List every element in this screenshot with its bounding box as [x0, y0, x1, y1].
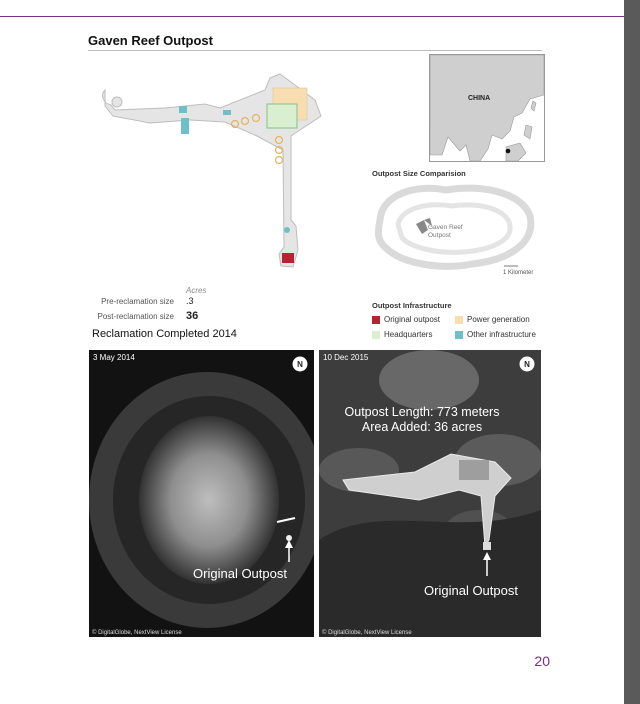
post-reclamation-value: 36	[186, 310, 199, 322]
photo-date-2015: 10 Dec 2015	[323, 353, 369, 362]
legend-swatch	[372, 331, 380, 339]
legend-label: Power generation	[467, 315, 530, 324]
legend-label: Headquarters	[384, 330, 433, 339]
pre-reclamation-value: .3	[186, 296, 194, 306]
other-infrastructure-tank	[284, 227, 290, 233]
locator-map	[429, 54, 545, 162]
reef-flat	[139, 416, 279, 584]
satellite-photo-2015	[319, 350, 541, 637]
original-outpost	[282, 253, 294, 263]
original-outpost-annotation-2014: Original Outpost	[193, 566, 287, 581]
other-infrastructure-3	[223, 110, 231, 115]
area-added-label: Area Added: 36 acres	[361, 420, 483, 434]
pre-reclamation-label: Pre-reclamation size	[101, 297, 174, 306]
reef-edge	[319, 510, 541, 637]
reef-imagery-2014	[89, 350, 314, 637]
legend-item-other-infrastructure	[455, 330, 536, 339]
title-divider	[88, 50, 542, 51]
outpost-islet	[112, 97, 122, 107]
reclamation-completed: Reclamation Completed 2014	[92, 328, 237, 340]
legend-title: Outpost Infrastructure	[372, 301, 452, 310]
original-outpost-annotation-2015: Original Outpost	[424, 583, 518, 598]
legend-item-original-outpost	[372, 315, 440, 324]
svg-text:N: N	[297, 360, 303, 369]
legend-swatch	[455, 331, 463, 339]
cloud	[379, 350, 479, 410]
svg-text:N: N	[524, 360, 530, 369]
legend-label: Other infrastructure	[467, 330, 536, 339]
photo-credit-2015: © DigitalGlobe, NextView License	[322, 630, 412, 636]
gaven-reef-location-dot	[506, 149, 511, 154]
outpost-length-label: Outpost Length: 773 meters	[344, 405, 500, 419]
scale-label: 1 Kilometer	[503, 270, 534, 276]
outpost-plan-map	[95, 70, 335, 275]
north-arrow-icon	[292, 356, 308, 372]
island-buildings	[459, 460, 489, 480]
photo-date-2014: 3 May 2014	[93, 353, 135, 362]
legend-swatch	[455, 316, 463, 324]
other-infrastructure-2	[181, 118, 189, 134]
page-title: Gaven Reef Outpost	[88, 33, 213, 48]
north-arrow-icon	[519, 356, 535, 372]
size-comparison-title: Outpost Size Comparision	[372, 169, 466, 178]
page-number: 20	[534, 653, 550, 669]
gaven-reef-label-line1: Gaven Reef	[428, 224, 463, 231]
legend-label: Original outpost	[384, 315, 441, 324]
legend-swatch	[372, 316, 380, 324]
other-infrastructure-1	[179, 106, 187, 113]
satellite-photo-2014	[89, 350, 314, 637]
post-reclamation-label: Post-reclamation size	[97, 312, 174, 321]
gaven-reef-label	[428, 224, 463, 240]
legend-item-power-generation	[455, 315, 530, 324]
gaven-reef-label-line2: Outpost	[428, 232, 451, 239]
locator-map-graphic	[430, 55, 544, 161]
photo-credit-2014: © DigitalGlobe, NextView License	[92, 630, 182, 636]
china-label: CHINA	[468, 95, 491, 102]
headquarters-block	[267, 104, 297, 128]
legend-item-headquarters	[372, 330, 432, 339]
header-rule	[0, 16, 624, 17]
power-generation-tank	[276, 157, 283, 164]
acres-unit-label: Acres	[186, 286, 207, 295]
